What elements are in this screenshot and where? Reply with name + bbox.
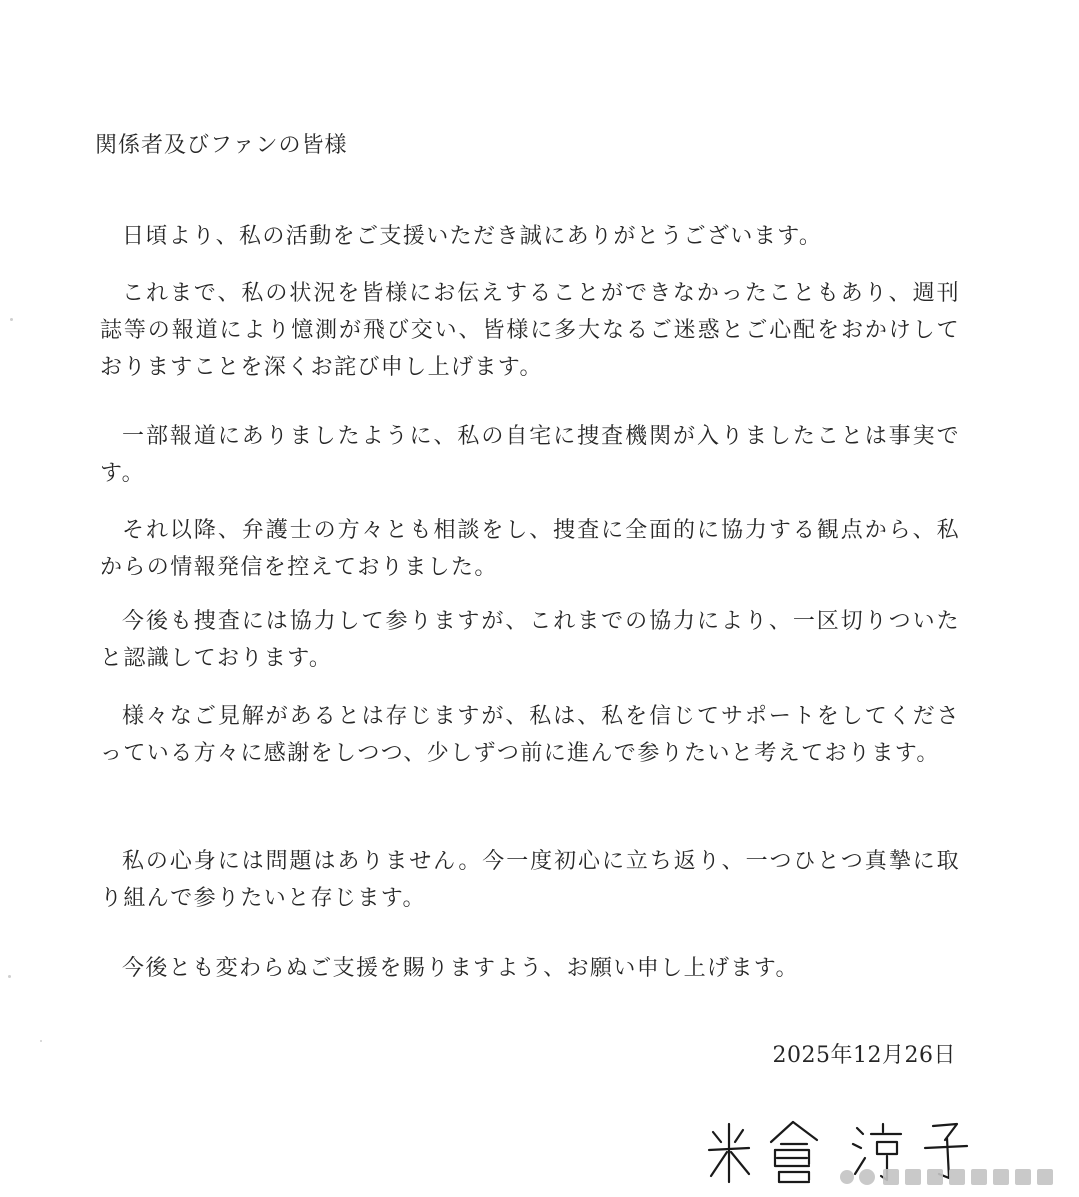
watermark-logo [835, 1163, 1075, 1191]
letter-paragraph-7: 私の心身には問題はありません。今一度初心に立ち返り、一つひとつ真摯に取り組んで参りたいと存じます。 [100, 849, 960, 911]
scan-speck [8, 975, 11, 978]
letter-salutation: 関係者及びファンの皆様 [95, 133, 348, 158]
letter-date: 2025年12月26日 [772, 1043, 956, 1068]
letter-paragraph-3: 一部報道にありましたように、私の自宅に捜査機関が入りましたことは事実です。 [100, 424, 960, 486]
letter-paragraph-5: 今後も捜査には協力して参りますが、これまでの協力により、一区切りついたと認識しております。 [100, 609, 960, 671]
letter-paragraph-8: 今後とも変わらぬご支援を賜りますよう、お願い申し上げます。 [122, 956, 799, 981]
letter-paragraph-1: 日頃より、私の活動をご支援いただき誠にありがとうございます。 [122, 224, 823, 249]
letter-paragraph-2: これまで、私の状況を皆様にお伝えすることができなかったこともあり、週刊誌等の報道により憶測が飛び交い、皆様に多大なるご迷惑とご心配をおかけしておりますことを深くお詫び申し上げます。 [100, 281, 960, 380]
scan-speck [10, 318, 13, 321]
letter-paragraph-4: それ以降、弁護士の方々とも相談をし、捜査に全面的に協力する観点から、私からの情報発信を控えておりました。 [100, 518, 960, 580]
scan-speck [40, 1040, 42, 1042]
letter-paragraph-6: 様々なご見解があるとは存じますが、私は、私を信じてサポートをしてくださっている方々に感謝をしつつ、少しずつ前に進んで参りたいと考えております。 [100, 704, 960, 766]
